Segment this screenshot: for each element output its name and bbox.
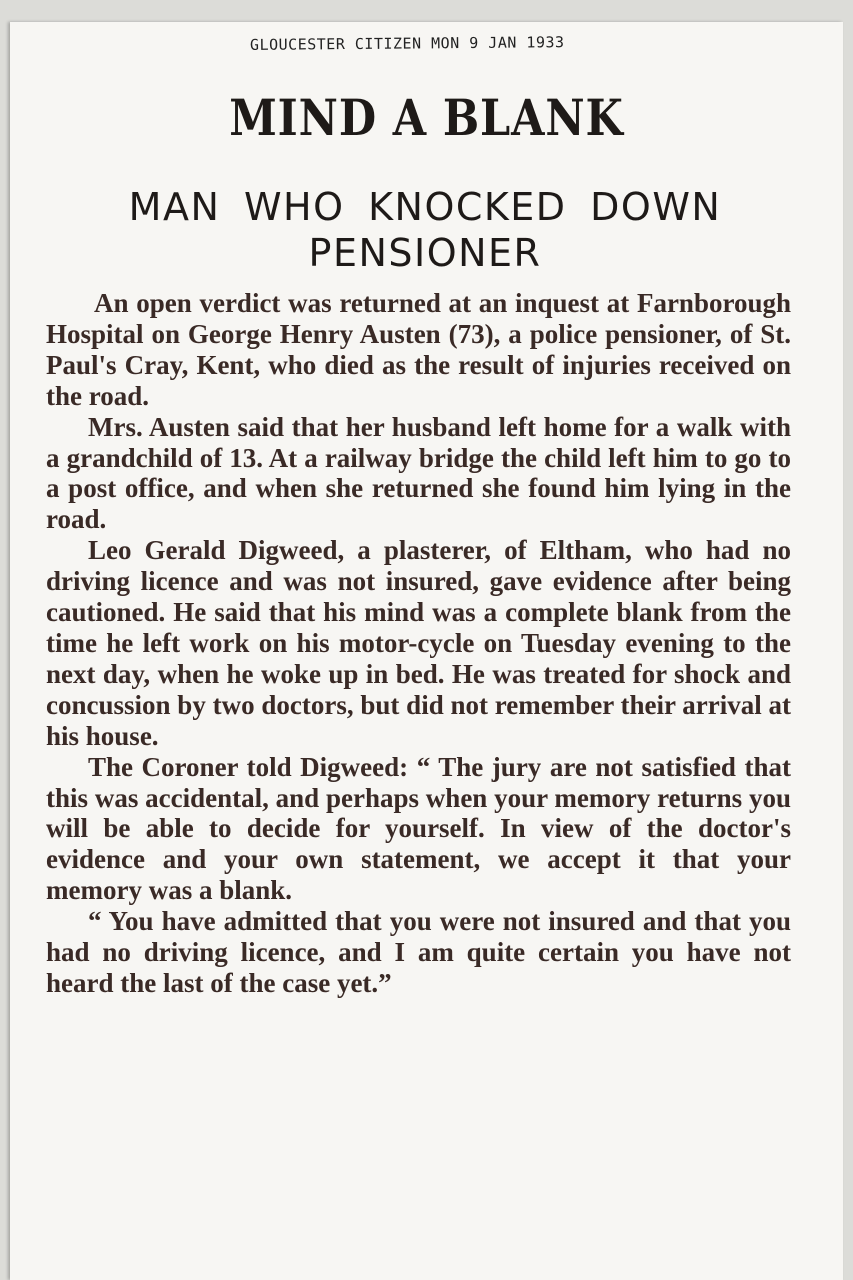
article-body [46,288,791,999]
article-paragraph-3: Leo Gerald Digweed, a plasterer, of Eltham, who had no driving licence and was not insured, gave evidence after being cautioned. He said that his mind was a complete blank from the time he left work on his motor-cycle on Tuesday evening to the next day, when he woke up in bed. He was treated for shock and concussion by two doctors, but did not remember their arrival at his house. [46,535,791,751]
article-paragraph-2: Mrs. Austen said that her husband left home for a walk with a grandchild of 13. At a railway bridge the child left him to go to a post office, and when she returned she found him lying in the road. [46,411,791,535]
article-paragraph-4: The Coroner told Digweed: “ The jury are not satisfied that this was accidental, and perhaps when your memory returns you will be able to decide for yourself. In view of the doctor's evidence and your own statement, we accept it that your memory was a blank. [46,751,791,906]
article-paragraph-1: An open verdict was returned at an inquest at Farnborough Hospital on George Henry Austen (73), a police pensioner, of St. Paul's Cray, Kent, who died as the result of injuries received on the road. [46,288,791,411]
handwritten-source-note: GLOUCESTER CITIZEN MON 9 JAN 1933 [249,33,565,54]
headline: MIND A BLANK [229,88,624,147]
article-paragraph-5: “ You have admitted that you were not insured and that you had no driving licence, and I am quite certain you have not heard the last of the case yet.” [46,906,791,998]
subheadline: MAN WHO KNOCKED DOWN PENSIONER [128,185,722,275]
